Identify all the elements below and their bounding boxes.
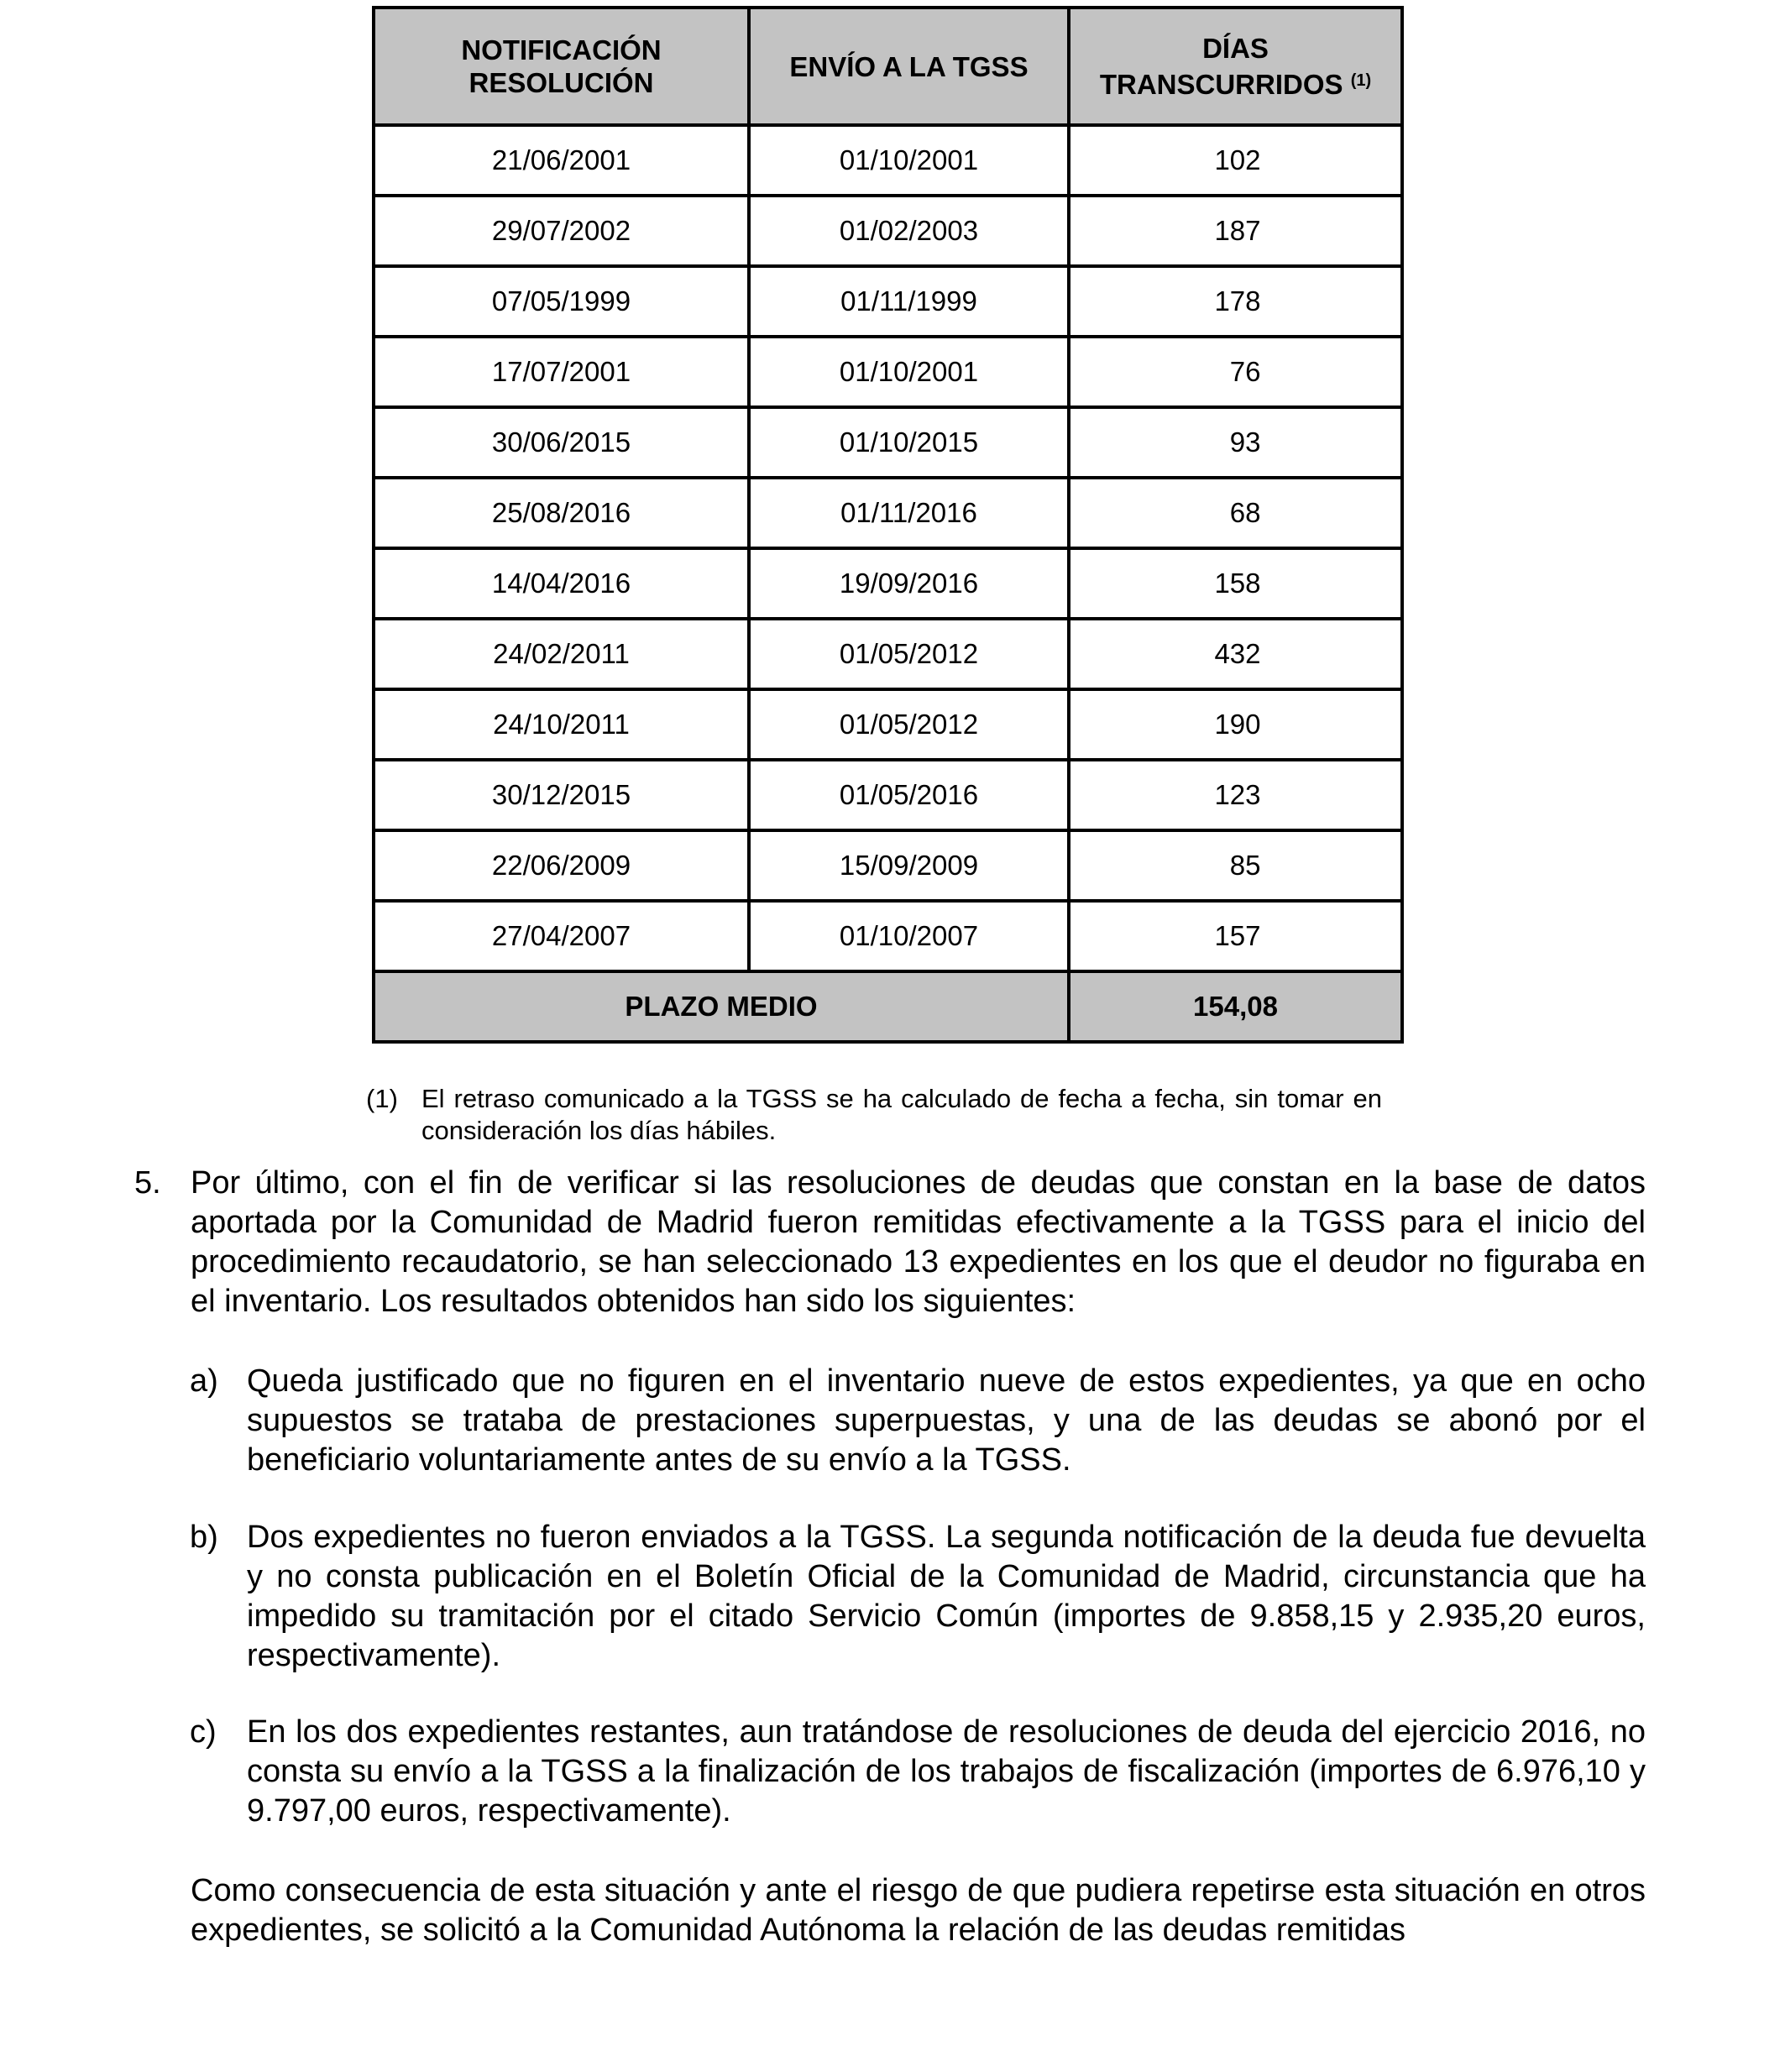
cell-dias [1069, 478, 1402, 548]
table-row [374, 266, 1402, 337]
cell-dias-value: 123 [1214, 779, 1261, 810]
footer-label: PLAZO MEDIO [374, 971, 1069, 1042]
list-item-a-text: Queda justificado que no figuren en el inventario nueve de estos expedientes, ya que en ocho supuestos se trataba de prestaciones superpuestas, y una de las deudas se abonó por el beneficiario voluntariamente antes de su envío a la TGSS. [247, 1363, 1646, 1478]
cell-envio: 15/09/2009 [749, 830, 1069, 901]
cell-envio: 01/11/1999 [749, 266, 1069, 337]
table-row [374, 196, 1402, 266]
table-row [374, 548, 1402, 619]
cell-notificacion: 14/04/2016 [374, 548, 749, 619]
cell-notificacion: 30/12/2015 [374, 760, 749, 830]
cell-notificacion: 22/06/2009 [374, 830, 749, 901]
paragraph-5-text: Por último, con el fin de verificar si las resoluciones de deudas que constan en la base de datos aportada por la Comunidad de Madrid fueron remitidas efectivamente a la TGSS para el inicio del procedimiento recaudatorio, se han seleccionado 13 expedientes en los que el deudor no figuraba en el inventario. Los resultados obtenidos han sido los siguientes: [191, 1165, 1646, 1319]
cell-dias [1069, 689, 1402, 760]
list-item-a [190, 1362, 1646, 1480]
cell-envio: 01/10/2001 [749, 125, 1069, 196]
table-header-row [374, 8, 1402, 125]
table-row [374, 689, 1402, 760]
cell-dias [1069, 125, 1402, 196]
cell-dias [1069, 548, 1402, 619]
cell-dias-value: 157 [1214, 920, 1261, 951]
cell-dias [1069, 619, 1402, 689]
cell-dias [1069, 337, 1402, 407]
footnote-mark: (1) [366, 1084, 398, 1113]
header-dias [1069, 8, 1402, 125]
cell-notificacion: 21/06/2001 [374, 125, 749, 196]
table-row [374, 760, 1402, 830]
cell-dias-value: 93 [1229, 426, 1261, 458]
list-item-c-text: En los dos expedientes restantes, aun tratándose de resoluciones de deuda del ejercicio 2016, no consta su envío a la TGSS a la finalización de los trabajos de fiscalización (importes de 6.976,10 y 9.797,00 euros, respectivamente). [247, 1714, 1646, 1829]
cell-dias-value: 187 [1214, 215, 1261, 246]
cell-envio: 01/05/2012 [749, 619, 1069, 689]
cell-notificacion: 07/05/1999 [374, 266, 749, 337]
closing-paragraph [191, 1871, 1646, 1950]
cell-notificacion: 24/02/2011 [374, 619, 749, 689]
cell-notificacion: 30/06/2015 [374, 407, 749, 478]
table-row [374, 125, 1402, 196]
delay-table [372, 6, 1404, 1044]
cell-notificacion: 24/10/2011 [374, 689, 749, 760]
cell-notificacion: 17/07/2001 [374, 337, 749, 407]
table-body [374, 125, 1402, 971]
cell-dias [1069, 760, 1402, 830]
cell-dias-value: 432 [1214, 638, 1261, 669]
cell-notificacion: 27/04/2007 [374, 901, 749, 971]
cell-dias-value: 68 [1229, 497, 1261, 528]
cell-envio: 01/10/2007 [749, 901, 1069, 971]
header-footnote-mark: (1) [1350, 71, 1372, 90]
table-row [374, 478, 1402, 548]
paragraph-5 [134, 1164, 1646, 1321]
list-item-c [190, 1713, 1646, 1831]
cell-notificacion: 29/07/2002 [374, 196, 749, 266]
cell-dias-value: 178 [1214, 285, 1261, 317]
header-dias-label: DÍAS TRANSCURRIDOS [1099, 33, 1343, 100]
table-footer-row [374, 971, 1402, 1042]
cell-envio: 01/02/2003 [749, 196, 1069, 266]
table-row [374, 619, 1402, 689]
cell-envio: 19/09/2016 [749, 548, 1069, 619]
list-item-b-text: Dos expedientes no fueron enviados a la TGSS. La segunda notificación de la deuda fue devuelta y no consta publicación en el Boletín Oficial de la Comunidad de Madrid, circunstancia que ha impedido su tramitación por el citado Servicio Común (importes de 9.858,15 y 2.935,20 euros, respectivamente). [247, 1520, 1646, 1673]
cell-envio: 01/10/2001 [749, 337, 1069, 407]
cell-envio: 01/11/2016 [749, 478, 1069, 548]
table-row [374, 337, 1402, 407]
cell-dias [1069, 266, 1402, 337]
table-row [374, 407, 1402, 478]
cell-dias-value: 102 [1214, 144, 1261, 175]
paragraph-5-number: 5. [134, 1165, 161, 1201]
cell-envio: 01/10/2015 [749, 407, 1069, 478]
header-notificacion: NOTIFICACIÓN RESOLUCIÓN [374, 8, 749, 125]
list-item-b-marker: b) [190, 1520, 218, 1555]
cell-dias [1069, 407, 1402, 478]
cell-envio: 01/05/2012 [749, 689, 1069, 760]
closing-paragraph-text: Como consecuencia de esta situación y ante el riesgo de que pudiera repetirse esta situación en otros expedientes, se solicitó a la Comunidad Autónoma la relación de las deudas remitidas [191, 1873, 1646, 1948]
cell-dias-value: 190 [1214, 709, 1261, 740]
cell-dias-value: 158 [1214, 568, 1261, 599]
list-item-b [190, 1518, 1646, 1676]
data-table-container [372, 6, 1400, 1044]
footnote-text: El retraso comunicado a la TGSS se ha calculado de fecha a fecha, sin tomar en consideración los días hábiles. [421, 1084, 1382, 1145]
footer-value: 154,08 [1069, 971, 1402, 1042]
cell-dias [1069, 830, 1402, 901]
table-footnote [366, 1083, 1382, 1147]
cell-dias-value: 85 [1229, 850, 1261, 881]
list-item-c-marker: c) [190, 1714, 217, 1750]
cell-dias [1069, 901, 1402, 971]
cell-envio: 01/05/2016 [749, 760, 1069, 830]
list-item-a-marker: a) [190, 1363, 218, 1399]
table-row [374, 830, 1402, 901]
cell-dias-value: 76 [1229, 356, 1261, 387]
cell-dias [1069, 196, 1402, 266]
header-envio: ENVÍO A LA TGSS [749, 8, 1069, 125]
table-row [374, 901, 1402, 971]
cell-notificacion: 25/08/2016 [374, 478, 749, 548]
